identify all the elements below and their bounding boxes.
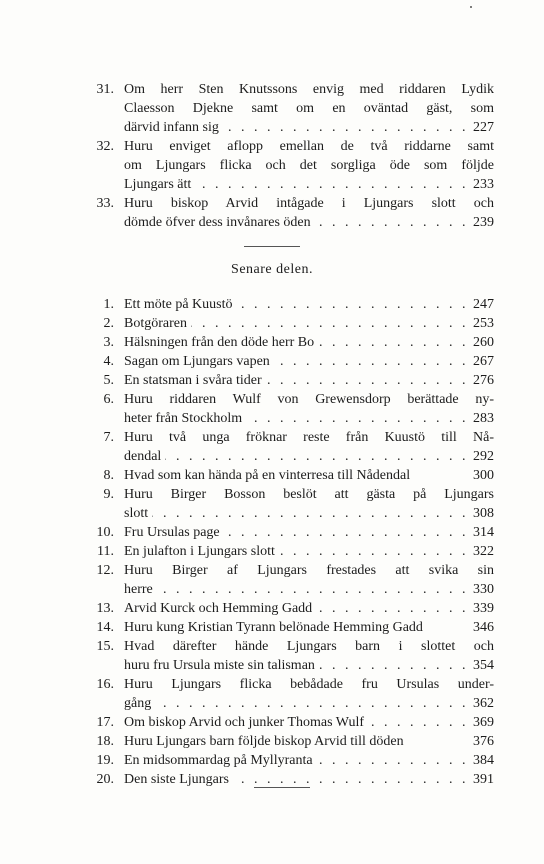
chapter-number: 8. bbox=[103, 468, 114, 483]
chapter-title-line bbox=[124, 314, 470, 333]
chapter-title-text: Den siste Ljungars bbox=[124, 772, 233, 787]
chapter-title-line bbox=[124, 599, 470, 618]
chapter-title-text: herre bbox=[124, 582, 157, 597]
chapter-title-line bbox=[124, 333, 470, 352]
chapter-number: 5. bbox=[103, 373, 114, 388]
chapter-title-line: Huru Birger af Ljungars frestades att svika sin bbox=[124, 563, 494, 578]
chapter-number: 4. bbox=[103, 354, 114, 369]
toc-entry-line bbox=[0, 118, 544, 137]
chapter-title-line bbox=[124, 542, 470, 561]
chapter-number: 32. bbox=[96, 139, 114, 154]
toc-entry-line bbox=[0, 656, 544, 675]
page-number: 276 bbox=[473, 373, 494, 388]
page-number: 253 bbox=[473, 316, 494, 331]
chapter-title-line bbox=[124, 295, 470, 314]
page-number: 376 bbox=[473, 734, 494, 749]
chapter-title-text: Arvid Kurck och Hemming Gadd bbox=[124, 601, 316, 616]
chapter-title-text: heter från Stockholm bbox=[124, 411, 246, 426]
page-number: 247 bbox=[473, 297, 494, 312]
toc-entry-line bbox=[0, 447, 544, 466]
toc-entry-line bbox=[0, 618, 544, 637]
toc-entry-line bbox=[0, 175, 544, 194]
toc-entry-line bbox=[0, 194, 544, 213]
chapter-number: 2. bbox=[103, 316, 114, 331]
chapter-title-line bbox=[124, 523, 470, 542]
toc-entry-line bbox=[0, 314, 544, 333]
chapter-number: 6. bbox=[103, 392, 114, 407]
toc-entry-line bbox=[0, 352, 544, 371]
chapter-title-text: slott bbox=[124, 506, 152, 521]
chapter-title-line bbox=[124, 751, 470, 770]
chapter-number: 31. bbox=[96, 82, 114, 97]
chapter-title-text: Hvad som kan hända på en vinterresa till Nådendal bbox=[124, 468, 411, 483]
page-number: 314 bbox=[473, 525, 494, 540]
chapter-title-line: Huru Ljungars flicka bebådade fru Ursulas under- bbox=[124, 677, 494, 692]
chapter-title-line bbox=[124, 409, 470, 428]
page-number: 354 bbox=[473, 658, 494, 673]
chapter-title-line bbox=[124, 118, 470, 137]
chapter-number: 13. bbox=[96, 601, 114, 616]
page-number: 283 bbox=[473, 411, 494, 426]
toc-entry-line bbox=[0, 713, 544, 732]
chapter-title-text: Botgöraren bbox=[124, 316, 191, 331]
page-number: 322 bbox=[473, 544, 494, 559]
chapter-title-line: Huru två unga fröknar reste från Kuustö till Nå- bbox=[124, 430, 494, 445]
chapter-number: 18. bbox=[96, 734, 114, 749]
chapter-title-line bbox=[124, 713, 470, 732]
chapter-title-line bbox=[124, 352, 470, 371]
page-number: 369 bbox=[473, 715, 494, 730]
toc-entry-line bbox=[0, 542, 544, 561]
page-number: 330 bbox=[473, 582, 494, 597]
section-divider-bottom bbox=[254, 787, 310, 788]
toc-entry-line bbox=[0, 523, 544, 542]
chapter-title-text: Sagan om Ljungars vapen bbox=[124, 354, 274, 369]
page-number: 239 bbox=[473, 215, 494, 230]
toc-entry-line bbox=[0, 409, 544, 428]
chapter-title-text: Hälsningen från den döde herr Bo bbox=[124, 335, 318, 350]
chapter-title-line: Huru riddaren Wulf von Grewensdorp berättade ny- bbox=[124, 392, 494, 407]
chapter-title-text: Ljungars ätt bbox=[124, 177, 195, 192]
chapter-title-text: därvid infann sig bbox=[124, 120, 223, 135]
chapter-title-line bbox=[124, 618, 494, 637]
chapter-title-line bbox=[124, 656, 470, 675]
section-divider-top bbox=[244, 246, 300, 247]
page-number: 233 bbox=[473, 177, 494, 192]
chapter-number: 19. bbox=[96, 753, 114, 768]
chapter-title-text: dendal bbox=[124, 449, 165, 464]
chapter-title-line bbox=[124, 175, 470, 194]
corner-mark bbox=[470, 6, 472, 8]
page-number: 227 bbox=[473, 120, 494, 135]
chapter-number: 15. bbox=[96, 639, 114, 654]
chapter-title-line bbox=[124, 213, 470, 232]
chapter-title-text: Ett möte på Kuustö bbox=[124, 297, 237, 312]
toc-entry-line bbox=[0, 732, 544, 751]
toc-entry-line bbox=[0, 295, 544, 314]
chapter-number: 7. bbox=[103, 430, 114, 445]
toc-entry-line bbox=[0, 504, 544, 523]
chapter-title-line bbox=[124, 694, 470, 713]
chapter-number: 33. bbox=[96, 196, 114, 211]
page-number: 339 bbox=[473, 601, 494, 616]
chapter-number: 3. bbox=[103, 335, 114, 350]
chapter-title-text: En midsommardag på Myllyranta bbox=[124, 753, 317, 768]
chapter-number: 10. bbox=[96, 525, 114, 540]
toc-entry-line bbox=[0, 675, 544, 694]
page-number: 391 bbox=[473, 772, 494, 787]
chapter-title-line: Huru Birger Bosson beslöt att gästa på Ljungars bbox=[124, 487, 494, 502]
toc-entry-line bbox=[0, 428, 544, 447]
chapter-number: 1. bbox=[103, 297, 114, 312]
toc-entry-line bbox=[0, 694, 544, 713]
toc-entry-line bbox=[0, 99, 544, 118]
page-number: 260 bbox=[473, 335, 494, 350]
chapter-number: 16. bbox=[96, 677, 114, 692]
chapter-number: 11. bbox=[97, 544, 114, 559]
page-number: 300 bbox=[473, 468, 494, 483]
chapter-number: 9. bbox=[103, 487, 114, 502]
chapter-title-text: Huru Ljungars barn följde biskop Arvid till döden bbox=[124, 734, 404, 749]
toc-entry-line bbox=[0, 213, 544, 232]
toc-entry-line bbox=[0, 751, 544, 770]
chapter-number: 14. bbox=[96, 620, 114, 635]
chapter-title-text: Om biskop Arvid och junker Thomas Wulf bbox=[124, 715, 368, 730]
chapter-title-line: om Ljungars flicka och det sorgliga öde som följde bbox=[124, 158, 494, 173]
page-number: 384 bbox=[473, 753, 494, 768]
section-heading: Senare delen. bbox=[231, 262, 313, 277]
toc-entry-line bbox=[0, 156, 544, 175]
page-number: 292 bbox=[473, 449, 494, 464]
chapter-title-line bbox=[124, 466, 494, 485]
toc-entry-line bbox=[0, 80, 544, 99]
toc-entry-line bbox=[0, 599, 544, 618]
toc-entry-line bbox=[0, 466, 544, 485]
toc-entry-line bbox=[0, 137, 544, 156]
chapter-title-line: Claesson Djekne samt om en oväntad gäst, som bbox=[124, 101, 494, 116]
chapter-title-line bbox=[124, 504, 470, 523]
toc-entry-line bbox=[0, 561, 544, 580]
chapter-number: 12. bbox=[96, 563, 114, 578]
chapter-title-line: Huru enviget aflopp emellan de två riddarne samt bbox=[124, 139, 494, 154]
chapter-title-text: En statsman i svåra tider bbox=[124, 373, 266, 388]
toc-second-part bbox=[0, 295, 544, 789]
chapter-title-text: dömde öfver dess invånares öden bbox=[124, 215, 315, 230]
toc-entry-line bbox=[0, 485, 544, 504]
page-number: 267 bbox=[473, 354, 494, 369]
chapter-title-line: Hvad därefter hände Ljungars barn i slottet och bbox=[124, 639, 494, 654]
chapter-title-line bbox=[124, 447, 470, 466]
chapter-title-text: Huru kung Kristian Tyrann belönade Hemming Gadd bbox=[124, 620, 423, 635]
chapter-title-text: huru fru Ursula miste sin talisman bbox=[124, 658, 319, 673]
toc-entry-line bbox=[0, 371, 544, 390]
chapter-title-text: En julafton i Ljungars slott bbox=[124, 544, 279, 559]
toc-entry-line bbox=[0, 637, 544, 656]
chapter-number: 17. bbox=[96, 715, 114, 730]
chapter-title-line: Om herr Sten Knutssons envig med riddaren Lydik bbox=[124, 82, 494, 97]
page-number: 362 bbox=[473, 696, 494, 711]
toc-entry-line bbox=[0, 390, 544, 409]
chapter-title-line bbox=[124, 371, 470, 390]
chapter-title-line: Huru biskop Arvid intågade i Ljungars slott och bbox=[124, 196, 494, 211]
page-number: 308 bbox=[473, 506, 494, 521]
toc-entry-line bbox=[0, 333, 544, 352]
chapter-title-line bbox=[124, 732, 494, 751]
chapter-title-text: gång bbox=[124, 696, 155, 711]
toc-first-part bbox=[0, 80, 544, 232]
chapter-number: 20. bbox=[96, 772, 114, 787]
page-number: 346 bbox=[473, 620, 494, 635]
toc-entry-line bbox=[0, 580, 544, 599]
chapter-title-text: Fru Ursulas page bbox=[124, 525, 224, 540]
chapter-title-line bbox=[124, 580, 470, 599]
